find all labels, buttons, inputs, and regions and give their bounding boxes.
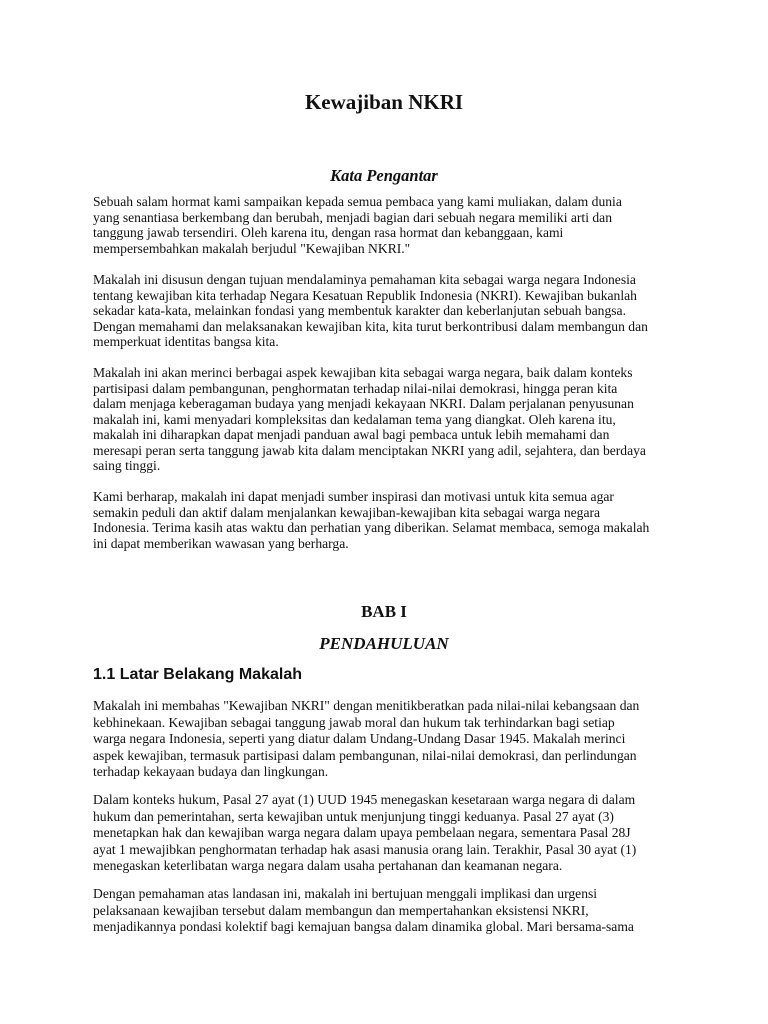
text-line: Kami berharap, makalah ini dapat menjadi sumber inspirasi dan motivasi untuk kita semua agar	[93, 489, 614, 504]
text-line: Makalah ini membahas "Kewajiban NKRI" dengan menitikberatkan pada nilai-nilai kebangsaan dan	[93, 698, 640, 713]
preface-paragraph-3	[93, 365, 676, 474]
text-line: Indonesia. Terima kasih atas waktu dan perhatian yang diberikan. Selamat membaca, semoga makalah	[93, 520, 650, 535]
document-title: Kewajiban NKRI	[304, 90, 464, 114]
preface-title: Kata Pengantar	[330, 166, 438, 185]
text-line: makalah ini diharapkan dapat menjadi panduan awal bagi pembaca untuk lebih memahami dan	[93, 427, 610, 442]
preface-paragraph-2	[93, 272, 676, 350]
text-line: ini dapat memberikan wawasan yang berharga.	[93, 535, 349, 551]
text-line: sekadar kata-kata, melainkan fondasi yang membentuk karakter dan keberlanjutan sebuah bangsa.	[93, 303, 626, 318]
text-line: kebhinekaan. Kewajiban sebagai tanggung jawab moral dan hukum tak terhindarkan bagi setiap	[93, 714, 615, 730]
section-paragraph-1	[93, 698, 676, 781]
text-line: warga negara Indonesia, seperti yang diatur dalam Undang-Undang Dasar 1945. Makalah merinci	[93, 731, 626, 747]
text-line: menjadikannya pondasi kolektif bagi kemajuan bangsa dalam dinamika global. Mari bersama-sama	[93, 919, 634, 935]
chapter-title: PENDAHULUAN	[319, 634, 449, 653]
text-line: pelaksanaan kewajiban tersebut dalam membangun dan mempertahankan eksistensi NKRI,	[93, 902, 589, 918]
text-line: Makalah ini disusun dengan tujuan mendalaminya pemahaman kita sebagai warga negara Indonesia	[93, 272, 636, 287]
text-line: partisipasi dalam pembangunan, penghormatan terhadap nilai-nilai demokrasi, hingga peran kita	[93, 380, 618, 396]
text-line: Makalah ini akan merinci berbagai aspek kewajiban kita sebagai warga negara, baik dalam konteks	[93, 365, 633, 380]
text-line: tanggung jawab tersendiri. Oleh karena itu, dengan rasa hormat dan kebanggaan, kami	[93, 225, 564, 240]
text-line: makalah ini, kami menyadari kompleksitas dan kedalaman tema yang diangkat. Oleh karena itu,	[93, 411, 616, 427]
preface-paragraph-1	[93, 194, 676, 256]
text-line: menegaskan keterlibatan warga negara dalam usaha pertahanan dan keamanan negara.	[93, 858, 563, 874]
preface-paragraph-4	[93, 489, 676, 551]
text-line: Sebuah salam hormat kami sampaikan kepada semua pembaca yang kami muliakan, dalam dunia	[93, 194, 622, 209]
text-line: dalam menjaga keberagaman budaya yang menjadi kekayaan NKRI. Dalam perjalanan penyusunan	[93, 396, 634, 411]
text-line: Dengan memahami dan melaksanakan kewajiban kita, kita turut berkontribusi dalam membangun dan	[93, 318, 648, 334]
section-paragraph-2	[93, 792, 676, 875]
text-line: yang senantiasa berkembang dan berubah, menjadi bagian dari sebuah negara memiliki arti dan	[93, 209, 613, 225]
text-line: terhadap kekayaan budaya dan lingkungan.	[93, 764, 329, 780]
text-line: aspek kewajiban, termasuk partisipasi dalam pembangunan, nilai-nilai demokrasi, dan perlindungan	[93, 747, 637, 763]
section-paragraph-3	[93, 886, 676, 936]
text-line: ayat 1 mewajibkan penghormatan terhadap hak asasi manusia orang lain. Terakhir, Pasal 30 ayat (1)	[93, 841, 637, 857]
text-line: saing tinggi.	[93, 458, 161, 473]
text-line: meresapi peran serta tanggung jawab kita dalam menciptakan NKRI yang adil, sejahtera, dan berdaya	[93, 442, 646, 458]
text-line: semakin peduli dan aktif dalam menjalankan kewajiban-kewajiban kita sebagai warga negara	[93, 504, 601, 520]
text-line: memperkuat identitas bangsa kita.	[93, 334, 279, 349]
text-line: Dengan pemahaman atas landasan ini, makalah ini bertujuan menggali implikasi dan urgensi	[93, 886, 598, 901]
section-title: 1.1 Latar Belakang Makalah	[93, 666, 302, 683]
chapter-label: BAB I	[361, 602, 407, 621]
text-line: Dalam konteks hukum, Pasal 27 ayat (1) UUD 1945 menegaskan kesetaraan warga negara di dalam	[93, 792, 636, 807]
text-line: menetapkan hak dan kewajiban warga negara dalam upaya pembelaan negara, sementara Pasal 28J	[93, 825, 631, 841]
text-line: mempersembahkan makalah berjudul "Kewajiban NKRI."	[93, 240, 411, 256]
text-line: hukum dan pemerintahan, serta kewajiban untuk menjunjung tinggi keduanya. Pasal 27 ayat (3)	[93, 808, 614, 824]
text-line: tentang kewajiban kita terhadap Negara Kesatuan Republik Indonesia (NKRI). Kewajiban bukanlah	[93, 287, 637, 303]
